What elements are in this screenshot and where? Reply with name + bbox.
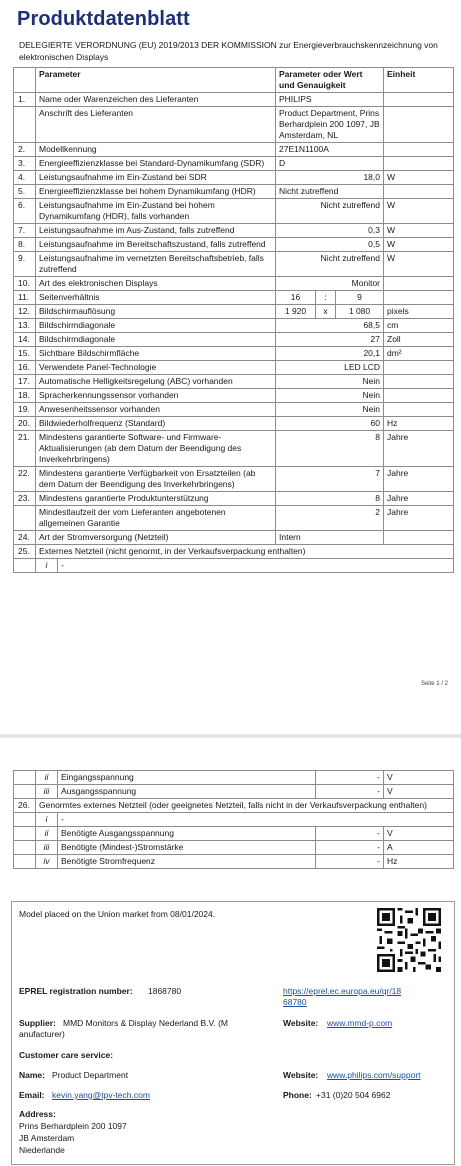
row-parameter: Art des elektronischen Displays [36, 277, 276, 291]
row-parameter: Seitenverhältnis [36, 291, 276, 305]
row-unit: dm² [384, 347, 454, 361]
row-parameter: Leistungsaufnahme im Ein-Zustand bei hohem Dynamikumfang (HDR), falls vorhanden [36, 199, 276, 224]
row-value: 8 [276, 431, 384, 467]
row-subindex: i [36, 813, 58, 827]
row-parameter: Mindestens garantierte Software- und Firmware-Aktualisierungen (ab dem Datum der Beendigung des Inverkehrbringens) [36, 431, 276, 467]
website-label: Website: [283, 1018, 319, 1028]
row-number: 3. [14, 157, 36, 171]
row-parameter: Mindestlaufzeit der vom Lieferanten angebotenen allgemeinen Garantie [36, 506, 276, 531]
row-value: 20,1 [276, 347, 384, 361]
eprel-link-line-1[interactable]: https://eprel.ec.europa.eu/qr/18 [283, 986, 402, 996]
name-label: Name: [19, 1070, 45, 1080]
table-row [14, 467, 454, 492]
table-row [14, 827, 454, 841]
table-row [14, 185, 454, 199]
eprel-number: 1868780 [148, 986, 182, 996]
row-number: 11. [14, 291, 36, 305]
row-parameter: Sichtbare Bildschirmfläche [36, 347, 276, 361]
row-parameter: Bildwiederholfrequenz (Standard) [36, 417, 276, 431]
row-parameter: Ausgangsspannung [58, 785, 316, 799]
row-number: 21. [14, 431, 36, 467]
table-row [14, 841, 454, 855]
row-parameter: Genormtes externes Netzteil (oder geeignetes Netzteil, falls nicht in der Verkaufsverpackung enthalten) [36, 799, 454, 813]
row-value: Monitor [276, 277, 384, 291]
row-subindex: ii [36, 827, 58, 841]
row-unit: Jahre [384, 492, 454, 506]
row-unit: V [384, 785, 454, 799]
row-number: 1. [14, 93, 36, 107]
row-unit: V [384, 827, 454, 841]
row-parameter: Benötigte (Mindest-)Stromstärke [58, 841, 316, 855]
row-parameter: Leistungsaufnahme im Ein-Zustand bei SDR [36, 171, 276, 185]
row-value: - [316, 827, 384, 841]
website-link-mmd[interactable]: www.mmd-p.com [327, 1018, 393, 1028]
email-label: Email: [19, 1090, 45, 1100]
row-unit: W [384, 224, 454, 238]
row-value: - [316, 841, 384, 855]
row-unit: V [384, 771, 454, 785]
row-parameter: Leistungsaufnahme im vernetzten Bereitschaftsbetrieb, falls zutreffend [36, 252, 276, 277]
customer-care-heading: Customer care service: [19, 1050, 114, 1060]
email-link[interactable]: kevin.yang@tpv-tech.com [52, 1090, 150, 1100]
phone-value: +31 (0)20 504 6962 [316, 1090, 391, 1100]
row-subindex: iii [36, 785, 58, 799]
row-value: 0,5 [276, 238, 384, 252]
table-row [14, 252, 454, 277]
header-parameter: Parameter [36, 68, 276, 93]
table-row [14, 785, 454, 799]
row-number: 6. [14, 199, 36, 224]
table-row [14, 199, 454, 224]
row-number: 22. [14, 467, 36, 492]
row-value: Nicht zutreffend [276, 199, 384, 224]
row-unit: Jahre [384, 467, 454, 492]
page-number: Seite 1 / 2 [420, 681, 448, 687]
row-value: 7 [276, 467, 384, 492]
row-number: 16. [14, 361, 36, 375]
row-subindex: i [36, 559, 58, 573]
row-parameter: Bildschirmauflösung [36, 305, 276, 319]
row-number: 23. [14, 492, 36, 506]
eprel-link-line-2[interactable]: 68780 [283, 997, 307, 1007]
row-unit: Zoll [384, 333, 454, 347]
table-row [14, 506, 454, 531]
table-row [14, 93, 454, 107]
datasheet-table-continued [13, 770, 454, 869]
row-number: 4. [14, 171, 36, 185]
row-number: 5. [14, 185, 36, 199]
row-parameter: Art der Stromversorgung (Netzteil) [36, 531, 276, 545]
address-line-2: JB Amsterdam [19, 1133, 75, 1143]
table-row [14, 492, 454, 506]
page-divider [0, 734, 461, 738]
row-value: - [316, 771, 384, 785]
row-parameter: Anwesenheitssensor vorhanden [36, 403, 276, 417]
table-row [14, 417, 454, 431]
table-row [14, 347, 454, 361]
row-number: 25. [14, 545, 36, 559]
table-row [14, 361, 454, 375]
row-value: Intern [276, 531, 384, 545]
table-row [14, 799, 454, 813]
row-value: Nein [276, 403, 384, 417]
address-line-3: Niederlande [19, 1145, 65, 1155]
row-parameter: Modellkennung [36, 143, 276, 157]
regulation-text: DELEGIERTE VERORDNUNG (EU) 2019/2013 DER KOMMISSION zur Energieverbrauchskennzeichnung von elektronischen Displays [19, 40, 438, 62]
row-parameter: Anschrift des Lieferanten [36, 107, 276, 143]
row-value-a: 16 [276, 291, 316, 305]
row-parameter: Leistungsaufnahme im Bereitschaftszustand, falls zutreffend [36, 238, 276, 252]
row-unit: W [384, 171, 454, 185]
row-number: 17. [14, 375, 36, 389]
row-number: 12. [14, 305, 36, 319]
row-parameter: Bildschirmdiagonale [36, 333, 276, 347]
row-value: 27E1N1100A [276, 143, 384, 157]
row-subindex: ii [36, 771, 58, 785]
row-number: 13. [14, 319, 36, 333]
row-value: - [58, 813, 454, 827]
row-value: 18,0 [276, 171, 384, 185]
eprel-label: EPREL registration number: [19, 986, 133, 996]
row-value: 2 [276, 506, 384, 531]
row-parameter: Mindestens garantierte Verfügbarkeit von Ersatzteilen (ab dem Datum der Beendigung des Inverkehrbringens) [36, 467, 276, 492]
row-value-b: 9 [336, 291, 384, 305]
table-row [14, 813, 454, 827]
row-unit: A [384, 841, 454, 855]
address-line-1: Prins Berhardplein 200 1097 [19, 1121, 127, 1131]
row-value: LED LCD [276, 361, 384, 375]
table-row [14, 531, 454, 545]
row-number: 9. [14, 252, 36, 277]
row-parameter: Leistungsaufnahme im Aus-Zustand, falls zutreffend [36, 224, 276, 238]
address-label: Address: [19, 1109, 56, 1119]
row-value: Nicht zutreffend [276, 252, 384, 277]
row-number: 26. [14, 799, 36, 813]
row-parameter: Bildschirmdiagonale [36, 319, 276, 333]
row-number: 7. [14, 224, 36, 238]
qr-code-icon[interactable] [377, 908, 441, 972]
table-row [14, 291, 454, 305]
row-value: PHILIPS [276, 93, 384, 107]
table-row [14, 389, 454, 403]
row-unit: cm [384, 319, 454, 333]
row-parameter: Externes Netzteil (nicht genormt, in der Verkaufsverpackung enthalten) [36, 545, 454, 559]
row-value: Product Department, Prins Berhardplein 200 1097, JB Amsterdam, NL [276, 107, 384, 143]
phone-label: Phone: [283, 1090, 312, 1100]
table-row [14, 224, 454, 238]
row-number: 8. [14, 238, 36, 252]
row-value: Nein [276, 375, 384, 389]
row-unit: pixels [384, 305, 454, 319]
row-parameter: Verwendete Panel-Technologie [36, 361, 276, 375]
table-row [14, 157, 454, 171]
table-row [14, 277, 454, 291]
row-number: 2. [14, 143, 36, 157]
supplier-value-line-1: MMD Monitors & Display Nederland B.V. (M [63, 1018, 229, 1028]
table-row [14, 305, 454, 319]
name-value: Product Department [52, 1070, 129, 1080]
table-row [14, 403, 454, 417]
row-separator: : [316, 291, 336, 305]
supplier-label: Supplier: [19, 1018, 56, 1028]
website-link-philips[interactable]: www.philips.com/support [327, 1070, 421, 1080]
table-row [14, 107, 454, 143]
row-value: D [276, 157, 384, 171]
datasheet-table [13, 67, 454, 573]
row-parameter: Spracherkennungssensor vorhanden [36, 389, 276, 403]
row-value: - [316, 785, 384, 799]
table-row [14, 431, 454, 467]
row-parameter: Eingangsspannung [58, 771, 316, 785]
row-parameter: Energieeffizienzklasse bei Standard-Dynamikumfang (SDR) [36, 157, 276, 171]
table-row [14, 333, 454, 347]
row-parameter: Energieeffizienzklasse bei hohem Dynamikumfang (HDR) [36, 185, 276, 199]
table-row [14, 319, 454, 333]
page-title: Produktdatenblatt [17, 8, 190, 30]
row-number: 10. [14, 277, 36, 291]
row-parameter: Benötigte Ausgangsspannung [58, 827, 316, 841]
row-value: 8 [276, 492, 384, 506]
row-number: 20. [14, 417, 36, 431]
row-value: Nein [276, 389, 384, 403]
row-value-a: 1 920 [276, 305, 316, 319]
row-number: 19. [14, 403, 36, 417]
row-subindex: iv [36, 855, 58, 869]
row-subindex: iii [36, 841, 58, 855]
row-number: 18. [14, 389, 36, 403]
row-parameter: Mindestens garantierte Produktunterstützung [36, 492, 276, 506]
website-label-2: Website: [283, 1070, 319, 1080]
table-row [14, 545, 454, 559]
table-row [14, 375, 454, 389]
row-value: 27 [276, 333, 384, 347]
row-value: 60 [276, 417, 384, 431]
row-number: 15. [14, 347, 36, 361]
table-row [14, 238, 454, 252]
row-separator: x [316, 305, 336, 319]
row-unit: W [384, 252, 454, 277]
market-placement-text: Model placed on the Union market from 08/01/2024. [19, 909, 216, 919]
row-value: - [58, 559, 454, 573]
row-unit: W [384, 238, 454, 252]
row-value-b: 1 080 [336, 305, 384, 319]
table-row [14, 855, 454, 869]
row-unit: Jahre [384, 431, 454, 467]
row-parameter: Automatische Helligkeitsregelung (ABC) vorhanden [36, 375, 276, 389]
table-row [14, 171, 454, 185]
row-value: 0,3 [276, 224, 384, 238]
row-unit: Hz [384, 855, 454, 869]
row-parameter: Name oder Warenzeichen des Lieferanten [36, 93, 276, 107]
table-header-row [14, 68, 454, 93]
row-unit: Hz [384, 417, 454, 431]
row-number: 24. [14, 531, 36, 545]
row-value: Nicht zutreffend [276, 185, 384, 199]
row-unit: W [384, 199, 454, 224]
table-row [14, 559, 454, 573]
table-row [14, 771, 454, 785]
header-unit: Einheit [384, 68, 454, 93]
row-value: 68,5 [276, 319, 384, 333]
row-number: 14. [14, 333, 36, 347]
header-value: Parameter oder Wert und Genauigkeit [276, 68, 384, 93]
supplier-value-line-2: anufacturer) [19, 1029, 65, 1039]
row-parameter: Benötigte Stromfrequenz [58, 855, 316, 869]
table-row [14, 143, 454, 157]
row-unit: Jahre [384, 506, 454, 531]
row-value: - [316, 855, 384, 869]
